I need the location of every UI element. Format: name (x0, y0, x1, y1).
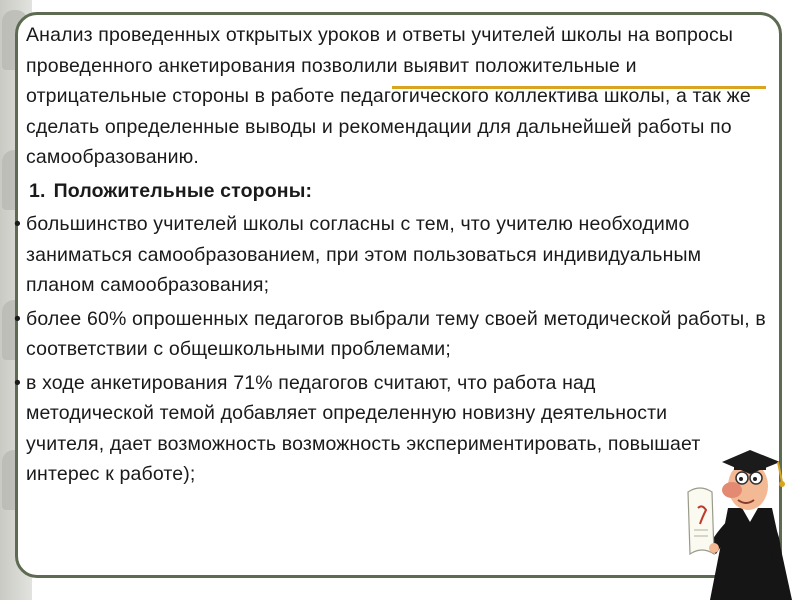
bullet-icon: • (14, 371, 21, 394)
list-item (14, 368, 726, 490)
bullet-icon: • (14, 307, 21, 330)
list-item (14, 304, 774, 365)
list-item-text: более 60% опрошенных педагогов выбрали тему своей методической работы, в соответствии с общешкольными проблемами; (26, 307, 766, 360)
section-heading (14, 176, 774, 207)
teacher-with-diploma-icon (680, 438, 800, 600)
list-item-text: большинство учителей школы согласны с тем, что учителю необходимо заниматься самообразованием, при этом пользоваться индивидуальным планом самообразования; (26, 213, 702, 296)
list-item-text: в ходе анкетирования 71% педагогов считают, что работа над методической темой добавляет определенную новизну деятельности учителя, дает возможность возможность экспериментировать, повышает интерес к работе); (26, 371, 701, 485)
bullet-list (14, 209, 774, 490)
list-item (14, 209, 774, 301)
intro-paragraph: Анализ проведенных открытых уроков и ответы учителей школы на вопросы проведенного анкетирования позволили выявит положительные и отрицательные стороны в работе педагогического коллектива школы, а так же сделать определенные выводы и рекомендации для дальнейшей работы по самообразованию. (26, 24, 751, 168)
bullet-icon: • (14, 213, 21, 235)
section-number: 1. (29, 179, 46, 202)
slide-content (14, 20, 774, 490)
section-title: Положительные стороны: (53, 179, 313, 202)
